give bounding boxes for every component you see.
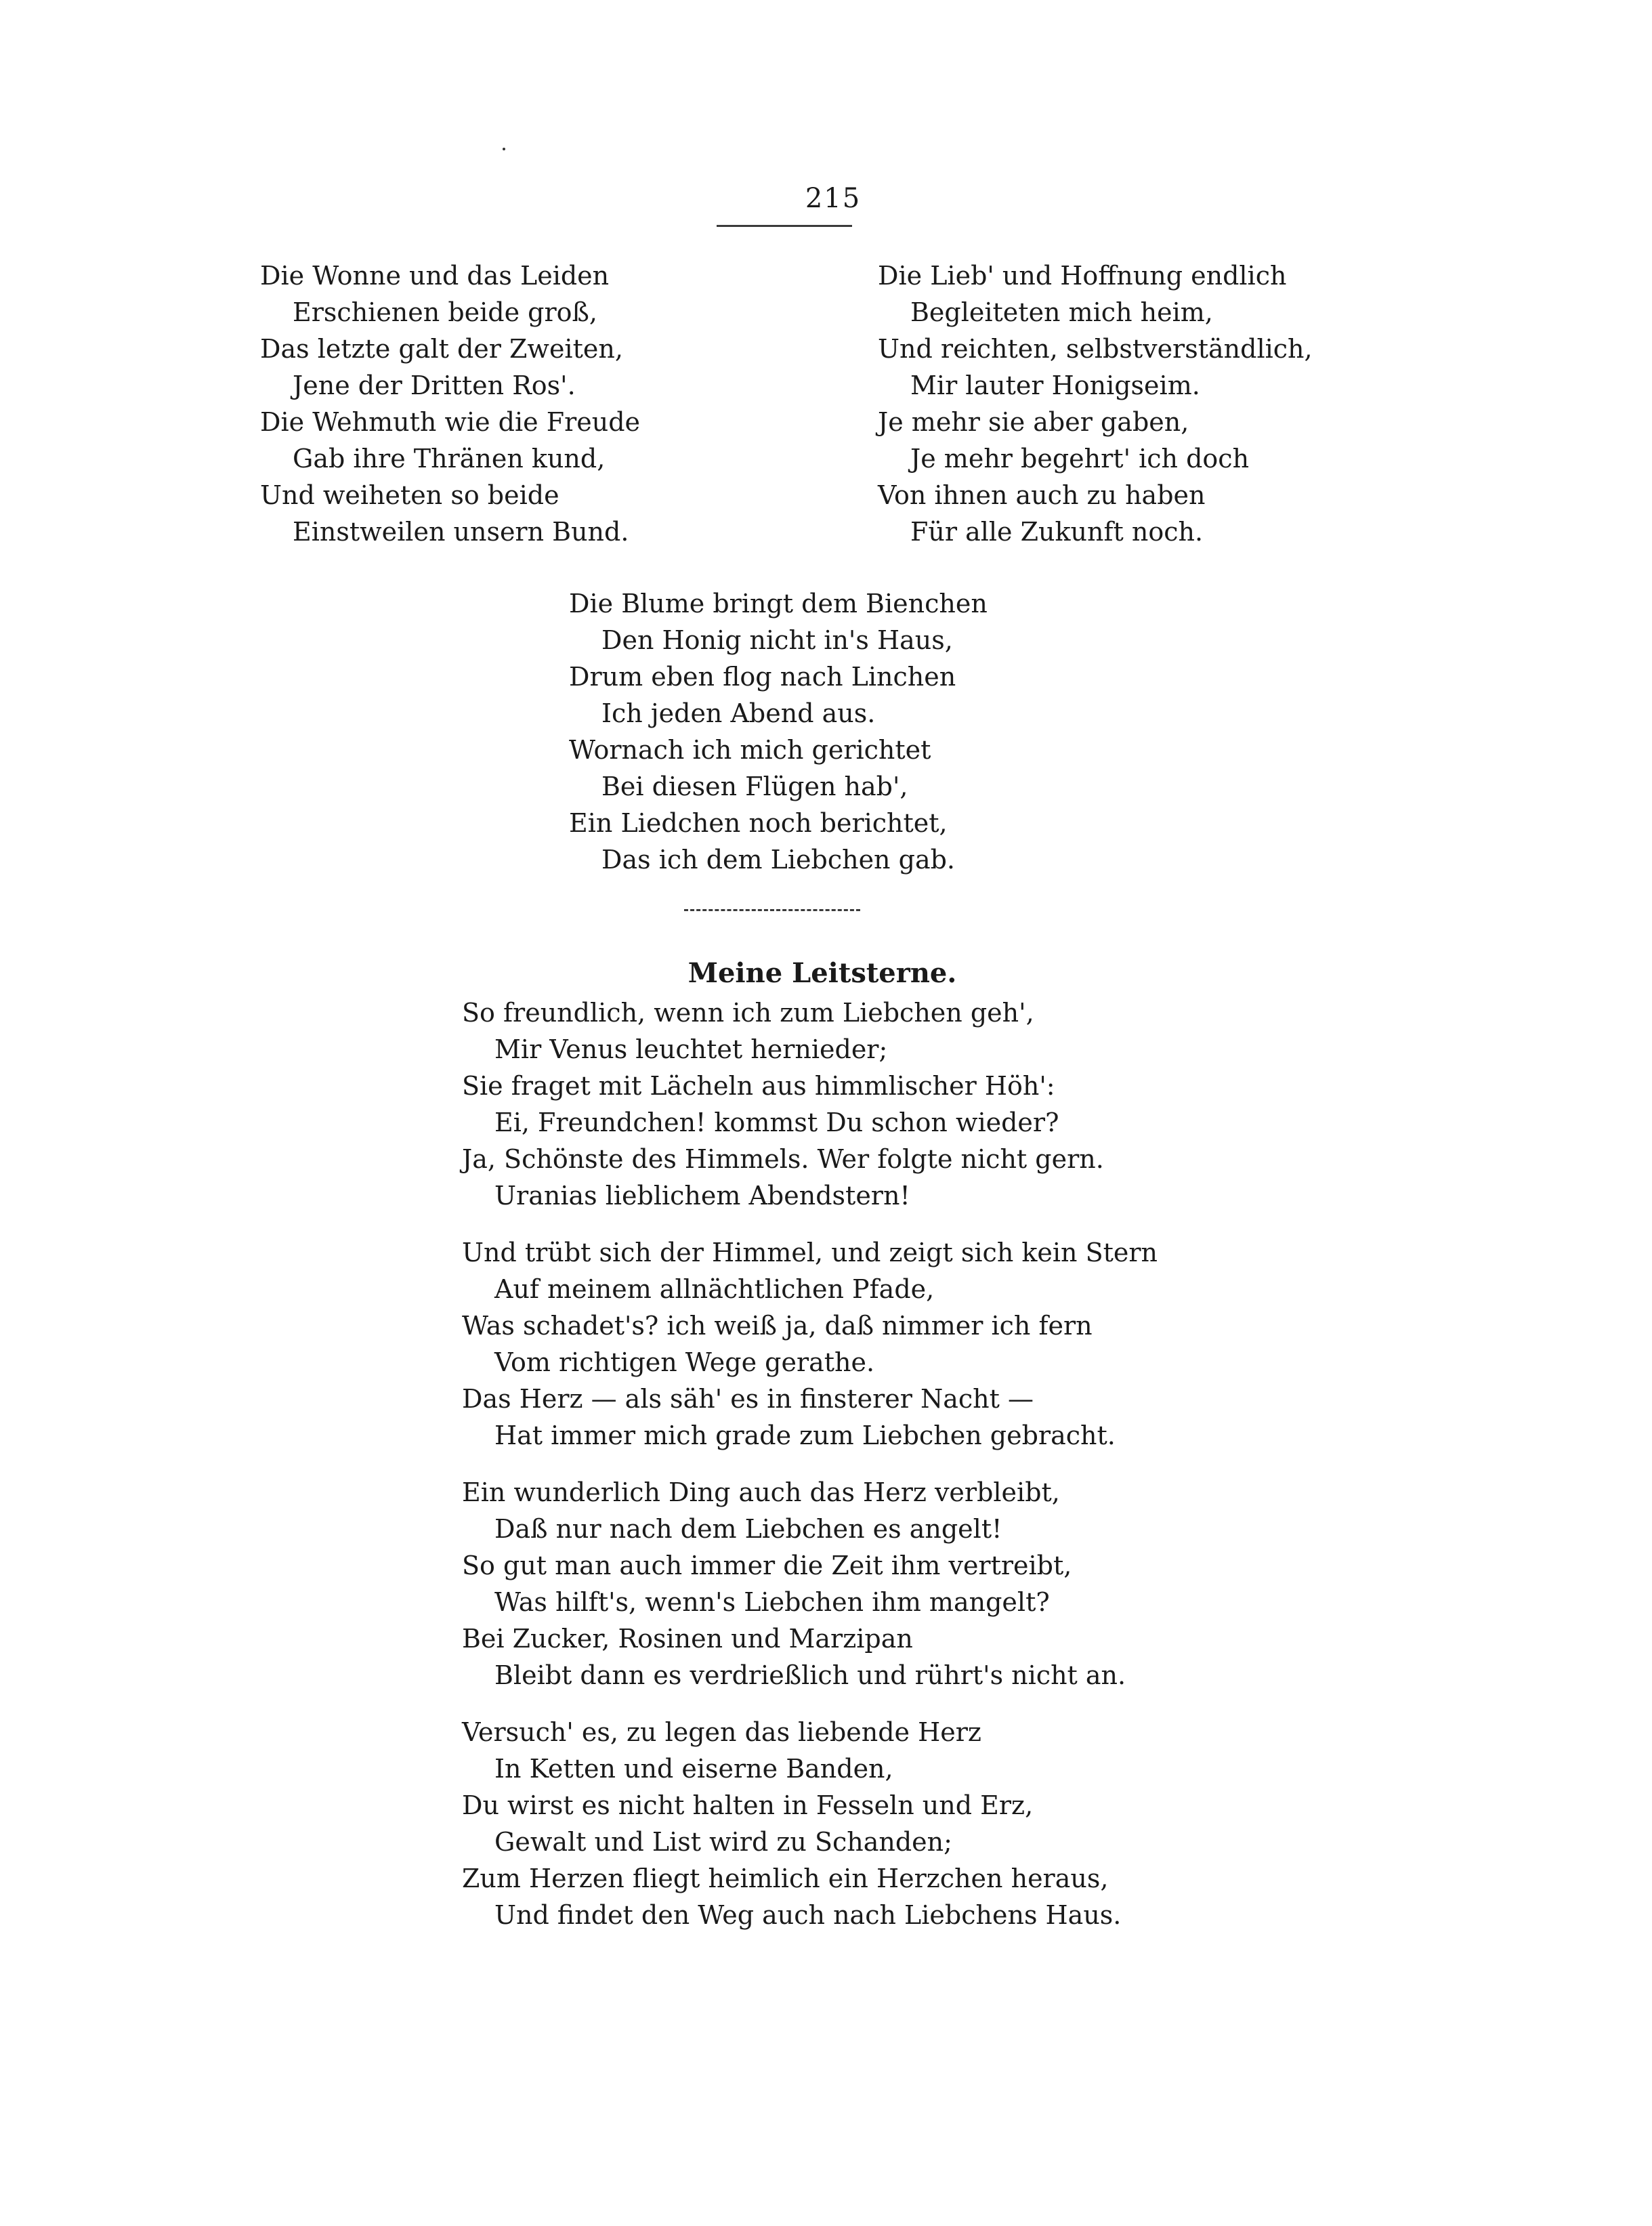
verse-line: Die Lieb' und Hoffnung endlich bbox=[878, 261, 1287, 291]
poem-title: Meine Leitsterne. bbox=[687, 957, 957, 989]
verse-line: Bleibt dann es verdrießlich und rührt's nicht an. bbox=[494, 1660, 1126, 1690]
verse-line: In Ketten und eiserne Banden, bbox=[494, 1754, 893, 1784]
verse-line: Vom richtigen Wege gerathe. bbox=[494, 1347, 875, 1377]
verse-line: Jene der Dritten Ros'. bbox=[293, 371, 576, 400]
ink-speck bbox=[503, 148, 505, 150]
verse-line: Die Blume bringt dem Bienchen bbox=[569, 589, 988, 618]
poem-stanza bbox=[462, 1714, 1158, 1933]
verse-line: Gewalt und List wird zu Schanden; bbox=[494, 1827, 952, 1857]
page-number: 215 bbox=[805, 183, 862, 214]
stanza-left bbox=[260, 257, 640, 550]
verse-line: Das letzte galt der Zweiten, bbox=[260, 334, 623, 364]
verse-line: Einstweilen unsern Bund. bbox=[293, 517, 629, 547]
stanza-center bbox=[569, 585, 988, 878]
verse-line: Und weiheten so beide bbox=[260, 480, 559, 510]
verse-line: Und trübt sich der Himmel, und zeigt sich kein Stern bbox=[462, 1238, 1158, 1267]
verse-line: Und findet den Weg auch nach Liebchens Haus. bbox=[494, 1900, 1122, 1930]
verse-line: Je mehr begehrt' ich doch bbox=[910, 444, 1250, 474]
section-divider bbox=[684, 909, 860, 911]
verse-line: Auf meinem allnächtlichen Pfade, bbox=[494, 1274, 935, 1304]
verse-line: Ein wunderlich Ding auch das Herz verbleibt, bbox=[462, 1477, 1060, 1507]
verse-line: Mir Venus leuchtet hernieder; bbox=[494, 1034, 888, 1064]
stanza-right bbox=[878, 257, 1313, 550]
verse-line: Die Wonne und das Leiden bbox=[260, 261, 610, 291]
verse-line: Ja, Schönste des Himmels. Wer folgte nicht gern. bbox=[462, 1144, 1104, 1174]
verse-line: Das ich dem Liebchen gab. bbox=[601, 845, 955, 875]
verse-line: Den Honig nicht in's Haus, bbox=[601, 625, 953, 655]
verse-line: Mir lauter Honigseim. bbox=[910, 371, 1200, 400]
verse-line: Wornach ich mich gerichtet bbox=[569, 735, 931, 765]
verse-line: Du wirst es nicht halten in Fesseln und Erz, bbox=[462, 1790, 1034, 1820]
verse-line: Erschienen beide groß, bbox=[293, 297, 598, 327]
verse-line: Von ihnen auch zu haben bbox=[878, 480, 1206, 510]
verse-line: Was schadet's? ich weiß ja, daß nimmer ich fern bbox=[462, 1311, 1093, 1341]
verse-line: Hat immer mich grade zum Liebchen gebracht. bbox=[494, 1421, 1116, 1450]
verse-line: Drum eben flog nach Linchen bbox=[569, 662, 956, 692]
verse-line: Je mehr sie aber gaben, bbox=[878, 407, 1189, 437]
verse-line: Versuch' es, zu legen das liebende Herz bbox=[462, 1717, 981, 1747]
verse-line: So gut man auch immer die Zeit ihm vertreibt, bbox=[462, 1551, 1072, 1580]
verse-line: Gab ihre Thränen kund, bbox=[293, 444, 606, 474]
poem-body bbox=[462, 994, 1158, 1954]
verse-line: Uranias lieblichem Abendstern! bbox=[494, 1181, 910, 1211]
verse-line: So freundlich, wenn ich zum Liebchen geh', bbox=[462, 998, 1034, 1028]
verse-line: Bei Zucker, Rosinen und Marzipan bbox=[462, 1624, 913, 1654]
verse-line: Für alle Zukunft noch. bbox=[910, 517, 1204, 547]
poem-stanza bbox=[462, 1234, 1158, 1454]
verse-line: Daß nur nach dem Liebchen es angelt! bbox=[494, 1514, 1002, 1544]
verse-line: Ei, Freundchen! kommst Du schon wieder? bbox=[494, 1108, 1059, 1137]
verse-line: Das Herz — als säh' es in finsterer Nacht — bbox=[462, 1384, 1034, 1414]
verse-line: Bei diesen Flügen hab', bbox=[601, 772, 908, 801]
verse-line: Zum Herzen fliegt heimlich ein Herzchen heraus, bbox=[462, 1864, 1109, 1893]
verse-line: Was hilft's, wenn's Liebchen ihm mangelt? bbox=[494, 1587, 1050, 1617]
poem-stanza bbox=[462, 1474, 1158, 1694]
verse-line: Begleiteten mich heim, bbox=[910, 297, 1213, 327]
poem-stanza bbox=[462, 994, 1158, 1214]
verse-line: Und reichten, selbstverständlich, bbox=[878, 334, 1313, 364]
verse-line: Ich jeden Abend aus. bbox=[601, 698, 876, 728]
verse-line: Sie fraget mit Lächeln aus himmlischer Höh': bbox=[462, 1071, 1055, 1101]
header-rule bbox=[717, 225, 852, 227]
verse-line: Die Wehmuth wie die Freude bbox=[260, 407, 641, 437]
verse-line: Ein Liedchen noch berichtet, bbox=[569, 808, 948, 838]
